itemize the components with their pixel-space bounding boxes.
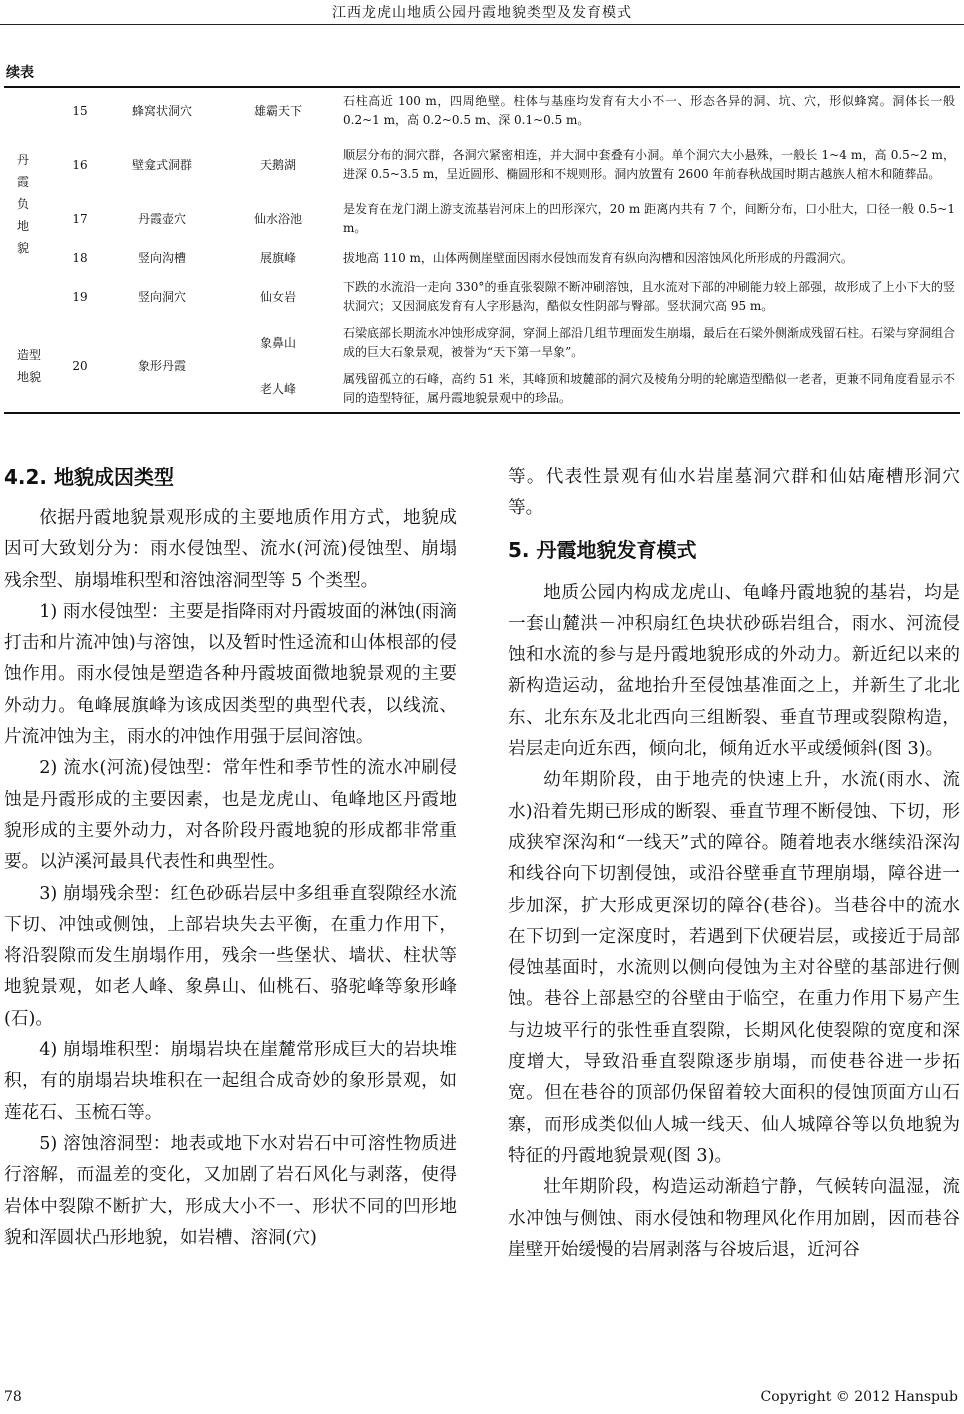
paragraph: 幼年期阶段，由于地壳的快速上升，水流(雨水、流水)沿着先期已形成的断裂、垂直节理不断侵蚀、下切，形成狭窄深沟和“一线天”式的障谷。随着地表水继续沿深沟和线谷向下切割侵蚀，或沿谷壁垂直节理崩塌，障谷进一步加深，扩大形成更深切的障谷(巷谷)。当巷谷中的流水在下切到一定深度时，若遇到下伏硬岩层，或接近于局部侵蚀基面时，水流则以侧向侵蚀为主对谷壁的基部进行侧蚀。巷谷上部悬空的谷壁由于临空，在重力作用下易产生与边坡平行的张性垂直裂隙，长期风化使裂隙的宽度和深度增大，导致沿垂直裂隙逐步崩塌，而使巷谷进一步拓宽。但在巷谷的顶部仍保留着较大面积的侵蚀顶面方山石寨，而形成类似仙人城一线天、仙人城障谷等以负地貌为特征的丹霞地貌景观(图 3)。 — [508, 770, 960, 1166]
right-column — [508, 462, 960, 1266]
row-type: 竖向沟槽 — [137, 250, 186, 265]
table-row — [4, 88, 960, 134]
paragraph: 4) 崩塌堆积型：崩塌岩块在崖麓常形成巨大的岩块堆积，有的崩塌岩块堆积在一起组合成奇妙的象形景观，如莲花石、玉梳石等。 — [4, 1040, 457, 1123]
row-number: 18 — [72, 250, 88, 265]
table-continued-label: 续表 — [6, 65, 34, 81]
row-number: 17 — [72, 211, 88, 226]
row-example: 仙女岩 — [259, 289, 296, 304]
category-cell: 丹霞 负地 貌 — [16, 153, 41, 255]
copyright: Copyright © 2012 Hanspub — [760, 1389, 958, 1405]
running-header: 江西龙虎山地质公园丹霞地貌类型及发育模式 — [332, 5, 632, 21]
row-description: 石梁底部长期流水冲蚀形成穿洞，穿洞上部沿几组节理面发生崩塌，最后在石梁外侧渐成残留石柱。石梁与穿洞组合成的巨大石象景观，被誉为“天下第一旱象”。 — [343, 326, 956, 359]
section-heading: 5. 丹霞地貌发育模式 — [508, 537, 697, 562]
row-description: 下跌的水流沿一走向 330°的垂直张裂隙不断冲刷溶蚀，且水流对下部的冲刷能力较上部强，故形成了上小下大的竖状洞穴；又因洞底发育有人字形悬沟，酷似女性阴部与臀部。竖状洞穴高 95 m。 — [343, 280, 955, 313]
paragraph-continued: 等。代表性景观有仙水岩崖墓洞穴群和仙姑庵槽形洞穴等。 — [508, 467, 960, 519]
paragraph: 2) 流水(河流)侵蚀型：常年性和季节性的流水冲刷侵蚀是丹霞形成的主要因素，也是龙虎山、龟峰地区丹霞地貌形成的主要外动力，对各阶段丹霞地貌的形成都非常重要。以泸溪河最具代表性和典型性。 — [4, 758, 457, 873]
row-number: 19 — [72, 289, 88, 304]
row-number: 16 — [72, 157, 88, 172]
row-description: 属残留孤立的石峰，高约 51 米，其峰顶和坡麓部的洞穴及棱角分明的轮廓造型酷似一老者，更兼不同角度看显示不同的造型特征，属丹霞地貌景观中的珍品。 — [338, 366, 960, 413]
row-description: 是发育在龙门湖上游支流基岩河床上的凹形深穴，20 m 距离内共有 7 个，间断分布，口小肚大，口径一般 0.5~1 m。 — [343, 202, 955, 235]
row-type: 蜂窝状洞穴 — [131, 103, 192, 118]
row-description: 石柱高近 100 m，四周绝壁。柱体与基座均发育有大小不一、形态各异的洞、坑、穴，形似蜂窝。洞体长一般 0.2~1 m，高 0.2~0.5 m、深 0.1~0.5 m。 — [343, 94, 955, 127]
paragraph: 5) 溶蚀溶洞型：地表或地下水对岩石中可溶性物质进行溶解，而温差的变化，又加剧了岩石风化与剥落，使得岩体中裂隙不断扩大，形成大小不一、形状不同的凹形地貌和浑圆状凸形地貌，如岩槽、溶洞(穴) — [4, 1133, 457, 1248]
table-row — [4, 242, 960, 274]
row-number: 20 — [54, 320, 106, 413]
table-row — [4, 320, 960, 366]
row-example: 象鼻山 — [259, 335, 296, 350]
row-description: 拔地高 110 m，山体两侧崖壁面因雨水侵蚀而发育有纵向沟槽和因溶蚀风化所形成的丹霞洞穴。 — [343, 250, 853, 265]
paragraph: 依据丹霞地貌景观形成的主要地质作用方式，地貌成因可大致划分为：雨水侵蚀型、流水(河流)侵蚀型、崩塌残余型、崩塌堆积型和溶蚀溶洞型等 5 个类型。 — [4, 508, 457, 591]
page-number: 78 — [4, 1389, 22, 1405]
row-example: 展旗峰 — [259, 250, 296, 265]
row-example: 天鹅湖 — [259, 157, 296, 172]
header-rule — [0, 24, 964, 25]
section-heading: 4.2. 地貌成因类型 — [4, 465, 174, 489]
category-cell: 造型 地貌 — [4, 320, 54, 413]
row-description: 顺层分布的洞穴群，各洞穴紧密相连，并大洞中套叠有小洞。单个洞穴大小悬殊，一般长 1~4 m，高 0.5~2 m，进深 0.5~3.5 m，呈近圆形、椭圆形和不规则形。洞内放置有 2600 年前春秋战国时期古越族人棺木和随葬品。 — [343, 148, 955, 181]
table-row — [4, 196, 960, 242]
row-type: 象形丹霞 — [106, 320, 218, 413]
row-example: 老人峰 — [218, 366, 338, 413]
paragraph: 地质公园内构成龙虎山、龟峰丹霞地貌的基岩，均是一套山麓洪－冲积扇红色块状砂砾岩组合，雨水、河流侵蚀和水流的参与是丹霞地貌形成的外动力。新近纪以来的新构造运动，盆地抬升至侵蚀基准面之上，并新生了北北东、北东东及北北西向三组断裂、垂直节理或裂隙构造，岩层走向近东西，倾向北，倾角近水平或缓倾斜(图 3)。 — [508, 582, 960, 760]
paragraph: 壮年期阶段，构造运动渐趋宁静，气候转向温湿，流水冲蚀与侧蚀、雨水侵蚀和物理风化作用加剧，因而巷谷崖壁开始缓慢的岩屑剥落与谷坡后退，近河谷 — [508, 1177, 960, 1260]
table-row — [4, 274, 960, 320]
row-type: 竖向洞穴 — [137, 289, 186, 304]
row-type: 壁龛式洞群 — [131, 157, 192, 172]
row-example: 雄霸天下 — [253, 103, 302, 118]
table-row — [4, 134, 960, 196]
row-type: 丹霞壶穴 — [137, 211, 186, 226]
paragraph: 3) 崩塌残余型：红色砂砾岩层中多组垂直裂隙经水流下切、冲蚀或侧蚀，上部岩块失去平衡，在重力作用下，将沿裂隙而发生崩塌作用，残余一些堡状、墙状、柱状等地貌景观，如老人峰、象鼻山、仙桃石、骆驼峰等象形峰(石)。 — [4, 883, 457, 1029]
paragraph: 1) 雨水侵蚀型：主要是指降雨对丹霞坡面的淋蚀(雨滴打击和片流冲蚀)与溶蚀，以及暂时性迳流和山体根部的侵蚀作用。雨水侵蚀是塑造各种丹霞坡面微地貌景观的主要外动力。龟峰展旗峰为该成因类型的典型代表，以线流、片流冲蚀为主，雨水的冲蚀作用强于层间溶蚀。 — [4, 601, 457, 748]
row-number: 15 — [72, 103, 88, 118]
row-example: 仙水浴池 — [253, 211, 302, 226]
left-column — [4, 462, 457, 1254]
landform-table — [4, 86, 960, 414]
